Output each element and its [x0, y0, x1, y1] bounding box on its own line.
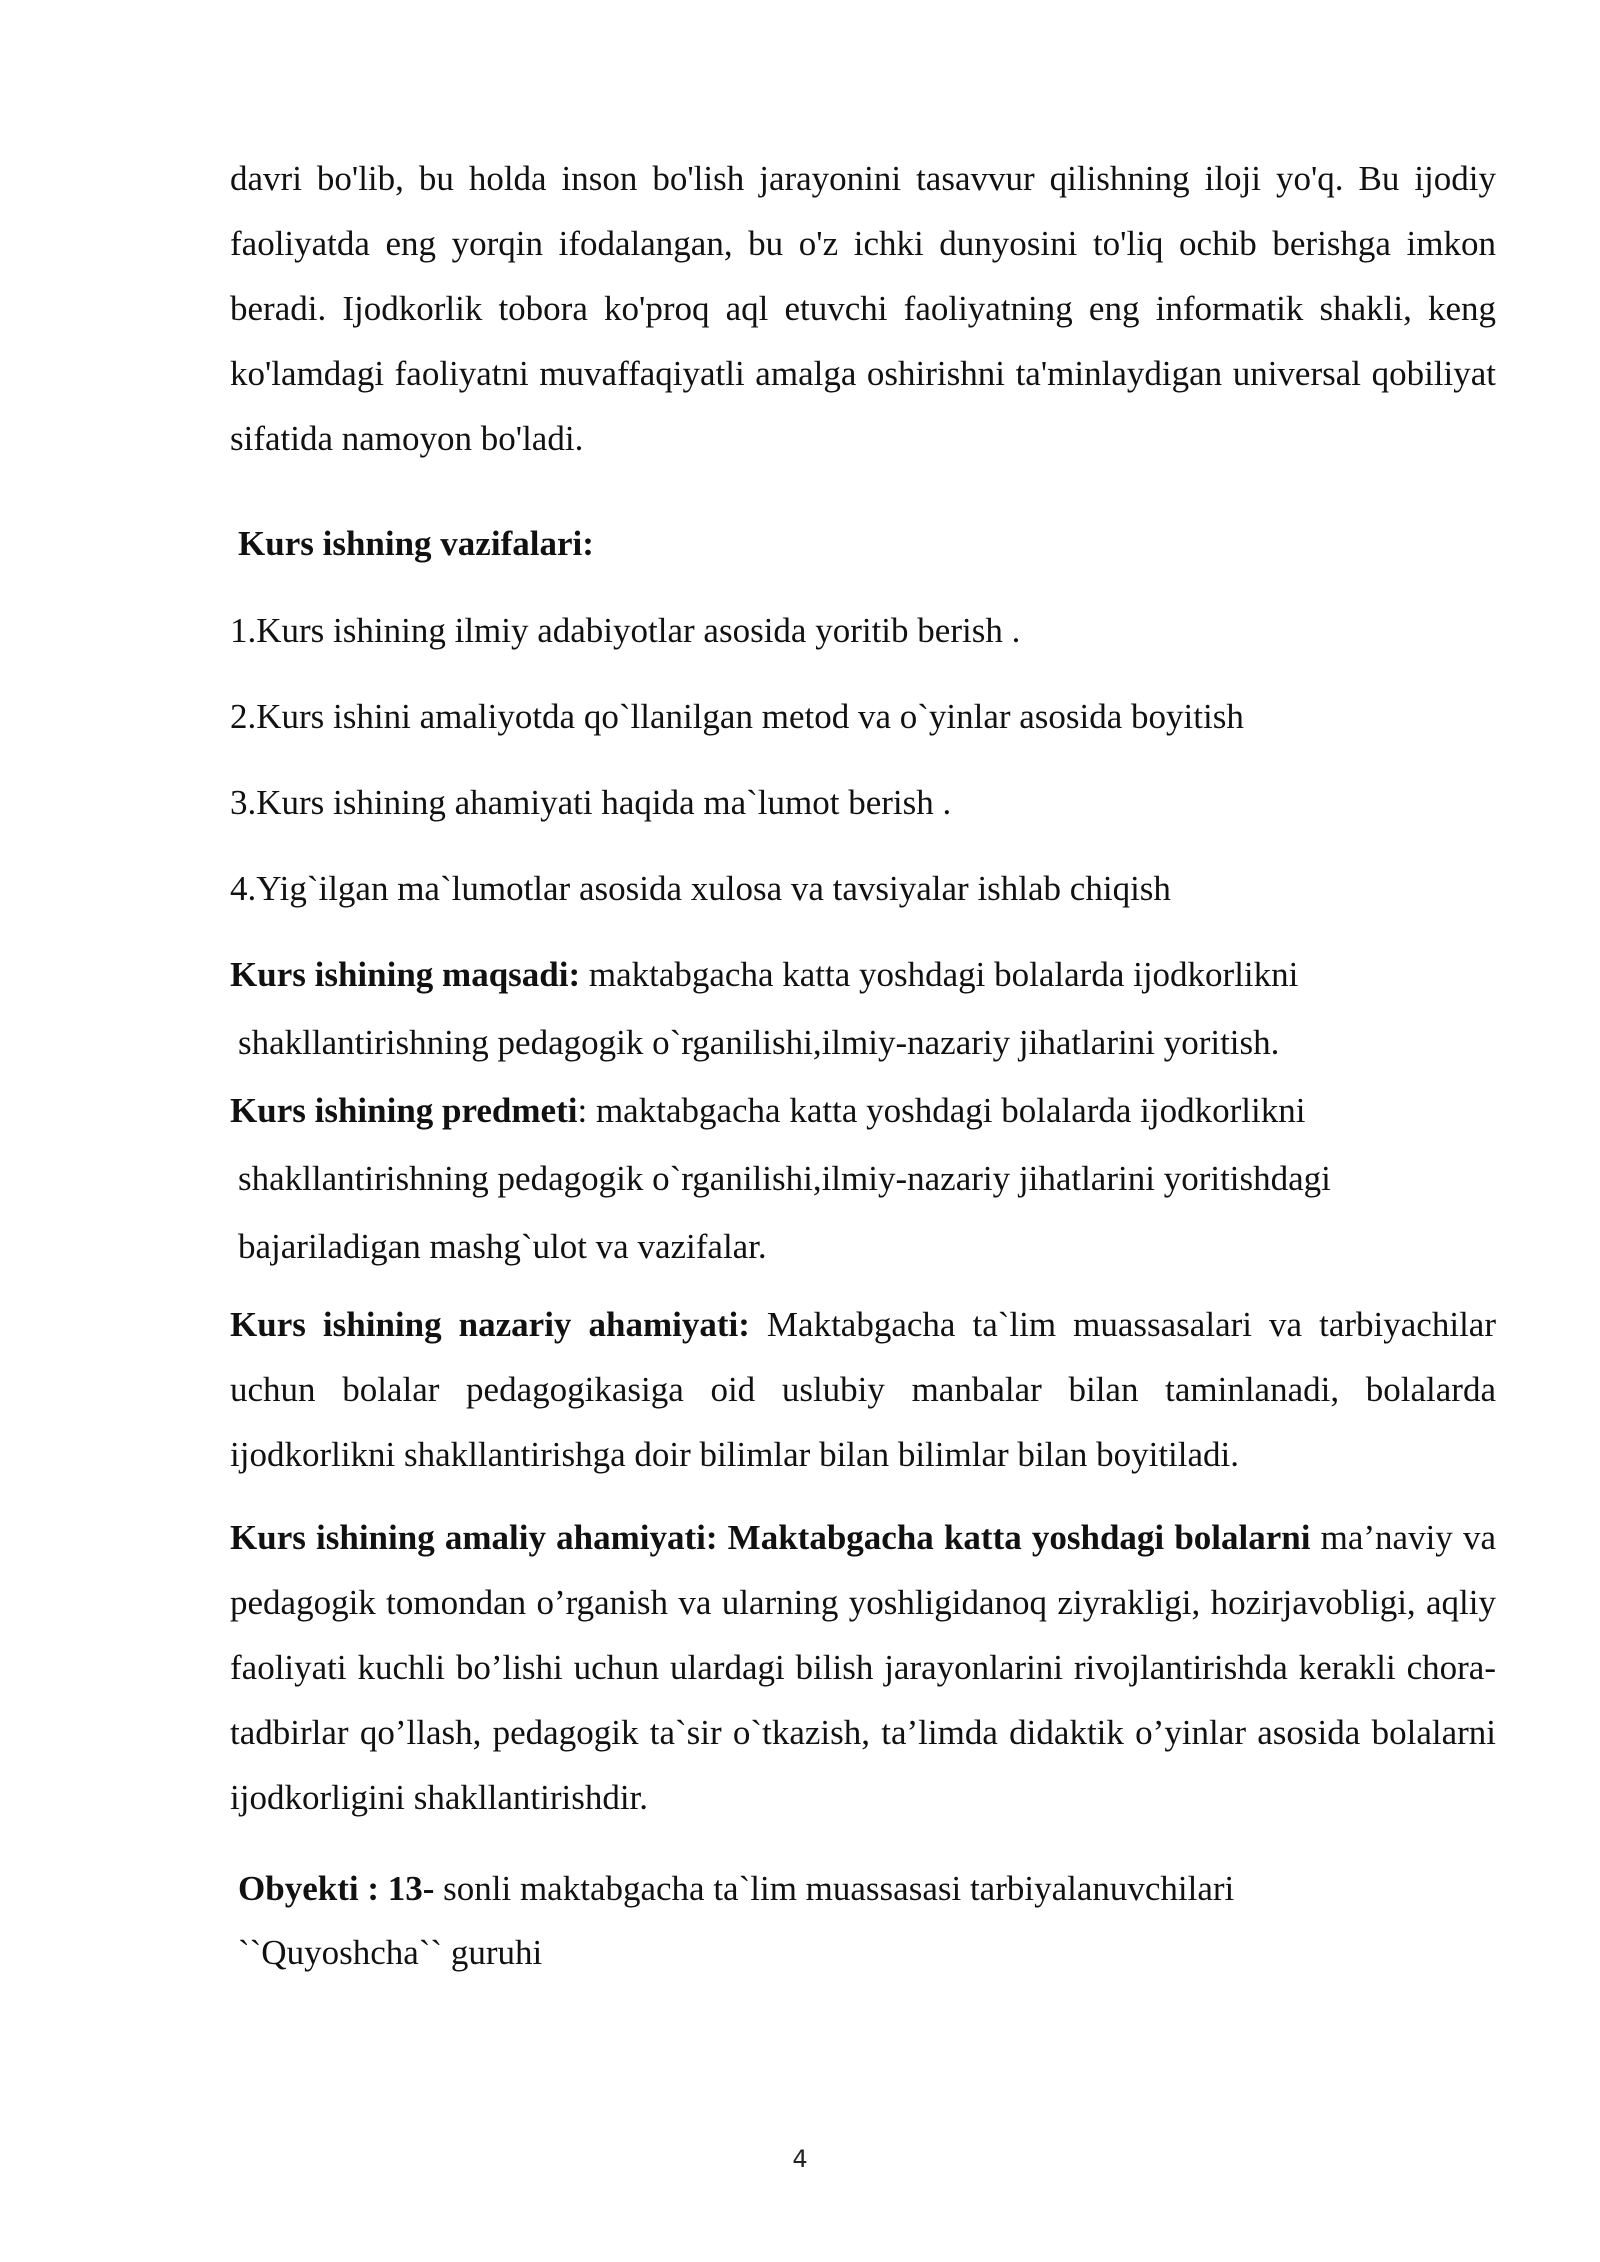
goal-text-1: maktabgacha katta yoshdagi bolalarda ijodkorlikni: [580, 955, 1299, 994]
task-item-2: 2.Kurs ishini amaliyotda qo`llanilgan metod va o`yinlar asosida boyitish: [230, 697, 1244, 736]
theory-label: Kurs ishining nazariy ahamiyati:: [230, 1305, 750, 1344]
intro-paragraph: davri bo'lib, bu holda inson bo'lish jarayonini tasavvur qilishning iloji yo'q. Bu ijodiy faoliyatda eng yorqin ifodalangan, bu o'z ichki dunyosini to'liq ochib berishga imkon beradi. Ijodkorlik tobora ko'proq aql etuvchi faoliyatning eng informatik shakli, keng ko'lamdagi faoliyatni muvaffaqiyatli amalga oshirishni ta'minlaydigan universal qobiliyat sifatida namoyon bo'ladi.: [230, 159, 1496, 458]
subject-line-2: shakllantirishning pedagogik o`rganilishi,ilmiy-nazariy jihatlarini yoritishdagi: [238, 1159, 1331, 1198]
practice-text: ma’naviy va pedagogik tomondan o’rganish va ularning yoshligidanoq ziyrakligi, hozirjavobligi, aqliy faoliyati kuchli bo’lishi uchun ulardagi bilish jarayonlarini rivojlantirishda kerakli chora-tadbirlar qo’llash, pedagogik ta`sir o`tkazish, ta’limda didaktik o’yinlar asosida bolalarni ijodkorligini shakllantirishdir.: [230, 1518, 1496, 1817]
theory-text: Maktabgacha ta`lim muassasalari va tarbiyachilar uchun bolalar pedagogikasiga oid uslubiy manbalar bilan taminlanadi, bolalarda ijodkorlikni shakllantirishga doir bilimlar bilan bilimlar bilan boyitiladi.: [230, 1305, 1496, 1474]
page-number: 4: [792, 2145, 808, 2173]
goal-line-2: shakllantirishning pedagogik o`rganilishi,ilmiy-nazariy jihatlarini yoritish.: [238, 1023, 1280, 1062]
object-label: Obyekti : 13-: [238, 1869, 435, 1908]
goal-line-1: [230, 942, 1298, 1007]
goal-label: Kurs ishining maqsadi:: [230, 955, 581, 994]
task-item-3: 3.Kurs ishining ahamiyati haqida ma`lumot berish .: [230, 783, 952, 822]
subject-line-3: bajariladigan mashg`ulot va vazifalar.: [238, 1227, 767, 1266]
task-item-4: 4.Yig`ilgan ma`lumotlar asosida xulosa va tavsiyalar ishlab chiqish: [230, 869, 1171, 908]
task-item-1: 1.Kurs ishining ilmiy adabiyotlar asosida yoritib berish .: [230, 611, 1021, 650]
tasks-heading: [238, 511, 594, 576]
subject-text-1: : maktabgacha katta yoshdagi bolalarda ijodkorlikni: [577, 1091, 1306, 1130]
practice-label: Kurs ishining amaliy ahamiyati: Maktabgacha katta yoshdagi bolalarni: [230, 1518, 1311, 1557]
theory-paragraph: [230, 1292, 1496, 1487]
tasks-heading-text: Kurs ishning vazifalari:: [238, 524, 594, 563]
subject-label: Kurs ishining predmeti: [230, 1091, 578, 1130]
practice-paragraph: [230, 1505, 1496, 1830]
object-line-1: [238, 1856, 1234, 1921]
object-text-1: sonli maktabgacha ta`lim muassasasi tarbiyalanuvchilari: [434, 1869, 1235, 1908]
object-line-2: ``Quyoshcha`` guruhi: [238, 1933, 543, 1972]
subject-line-1: [230, 1078, 1305, 1143]
